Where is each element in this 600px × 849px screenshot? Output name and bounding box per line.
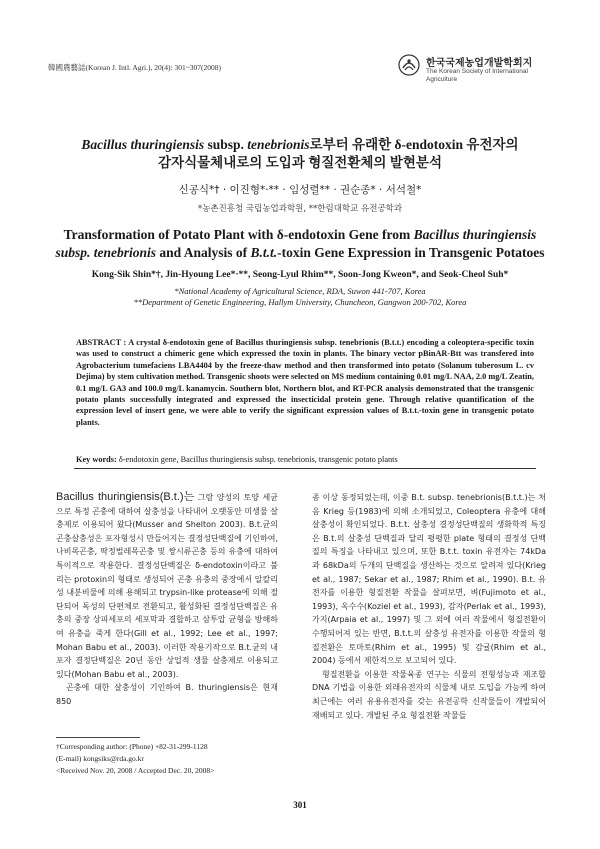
body-right-paragraph-2: 형질전환을 이용한 작물육종 연구는 식물의 전형성능과 재조합 DNA 기법을 이용한 외래유전자의 식물체 내로 도입을 가능케 하여 최근에는 여러 유용유전자를 갖는 유전공학 신작물들이 개발되어 재배되고 있다. 개발된 주요 형질전환 작물들 [312,669,546,720]
page-number: 301 [293,800,307,810]
footnote-email: (E-mail) kongsiks@rda.go.kr [56,754,144,763]
abstract [76,337,534,428]
english-affiliation-1: *National Academy of Agricultural Science, RDA, Suwon 441-707, Korea [174,286,426,296]
korean-title-line1: Bacillus thuringiensis subsp. tenebrionis로부터 유래한 δ-endotoxin 유전자의 [81,137,519,152]
keywords-label: Key words: [76,455,117,464]
english-title-line2: subsp. tenebrionis and Analysis of B.t.t.-toxin Gene Expression in Transgenic Potatoes [55,245,545,260]
body-column-right [312,491,546,722]
korean-affiliations: *농촌진흥청 국립농업과학원, **한림대학교 유전공학과 [197,204,403,214]
keywords [76,455,536,464]
footnote-received-dates: <Received Nov. 20, 2008 / Accepted Dec. 20, 2008> [56,766,215,775]
korean-authors: 신공식*† · 이진형*·** · 임성렬** · 권순종* · 서석철* [178,184,422,196]
body-left-paragraph-2: 곤충에 대한 살충성이 기인하여 B. thuringiensis은 현재 850 [56,683,278,706]
society-logo [398,52,558,96]
society-name-english-line2: Agriculture [426,76,458,83]
keywords-text: δ-endotoxin gene, Bacillus thuringiensis subsp. tenebrionis, transgenic potato plants [116,455,398,464]
society-name-korean: 한국국제농업개발학회지 [426,58,533,69]
society-name-english-line1: The Korean Society of International [426,68,528,75]
korean-title-line2: 감자식물체내로의 도입과 형질전환체의 발현분석 [158,155,442,170]
society-emblem-icon [398,54,420,76]
abstract-text: A crystal δ-endotoxin gene of Bacillus thuringiensis subsp. tenebrionis (B.t.t.) encoding a coleoptera-specific toxin was used to construct a chimeric gene which expressed the toxin in plants. The binary vector pBinAR-Btt was transfered into Agrobacterium tumefaciens LBA4404 by the freeze-thaw method and then transformed into potato (Solanum tuberosum L. cv Dejima) by stem cultivation method. Transgenic shoots were selected on MS medium containing 0.01 mg/L NAA, 2.0 mg/L Zeatin, 0.1 mg/L GA3 and 100.0 mg/L kanamycin. Southern blot, Northern blot, and RT-PCR analysis demonstrated that the transgenic potato plants successfully integrated and expressed the insecticidal protein gene. Through relative quantification of the expression level of insert gene, we were able to verify the significant expression values of B.t.t.-toxin gene in transgenic potato plants. [76,338,534,427]
body-left-paragraph-1: Bacillus thuringiensis(B.t.)는 그람 양성의 토양 세균으로 특정 곤충에 대하여 살충성을 나타내어 오랫동안 미생물 살충제로 이용되어 왔다(Musser and Shelton 2003). B.t.균의 곤충살충성은 포자형성시 만들어지는 결정성단백질에 기인하여, 나비목곤충, 딱정벌레목곤충 및 쌍시류곤충 등의 유충에 대하여 특이적으로 작용한다. 결정성단백질은 δ-endotoxin이라고 불리는 protoxin의 형태로 생성되어 곤충 유충의 중장에서 알칼리성 내분비물에 의해 용해되고 trypsin-like protease에 의해 절단되어 독성의 단편체로 전환되고, 활성화된 결정성단백질은 유충의 중장 상피세포의 세포막과 결합하고 삼투압 균형을 방해하여 유충을 죽게 한다(Gill et al., 1992; Lee et al., 1997; Mohan Babu et al., 2003). 이러한 작용기작으로 B.t.균의 내포자 결정단백질은 20년 동안 상업적 생물 살충제로 이용되고 있다(Mohan Babu et al., 2003). [56,491,278,679]
english-affiliation-2: **Department of Genetic Engineering, Hallym University, Chuncheon, Gangwon 200-702, Korea [133,297,467,307]
body-lead-phrase: Bacillus thuringiensis(B.t.)는 [56,491,195,503]
english-authors: Kong-Sik Shin*†, Jin-Hyoung Lee*·**, Seong-Lyul Rhim**, Soon-Jong Kweon*, and Seok-Cheol Suh* [91,270,509,280]
english-title-line1: Transformation of Potato Plant with δ-endotoxin Gene from Bacillus thuringiensis [63,227,537,242]
body-right-paragraph-1: 종 이상 동정되었는데, 이중 B.t. subsp. tenebrionis(B.t.t.)는 처음 Krieg 등(1983)에 의해 소개되었고, Coleoptera 유충에 대해 살충성이 확인되었다. B.t.t. 살충성 결정성단백질의 생화학적 특징은 B.t.의 살충성 단백질과 달리 평평한 plate 형태의 결정성 단백질의 특징을 나타내고 있으며, 또한 B.t.t. toxin 유전자는 74kDa과 68kDa의 두개의 단백질을 생산하는 것으로 알려져 있다(Krieg et al., 1987; Sekar et al., 1987; Rhim et al., 1990). B.t. 유전자를 이용한 형질전환 작물을 살펴보면, 벼(Fujimoto et al., 1993), 옥수수(Koziel et al., 1993), 감자(Perlak et al., 1993), 가지(Arpaia et al., 1997) 및 그 외에 여러 작물에서 형질전환이 수행되어져 있는 반면, B.t.t.의 살충성 유전자를 이용한 작물의 형질전환은 토마토(Rhim et al., 1995) 및 감귤(Rhim et al., 2004) 등에서 제한적으로 보고되어 있다. [312,493,546,666]
journal-citation: 韓國農藝誌(Korean J. Intl. Agri.), 20(4): 301~307(2008) [48,63,221,72]
footnote-divider [56,737,140,738]
footnote-corresponding-author: †Corresponding author: (Phone) +82-31-299-1128 [56,742,208,751]
keywords-divider [74,468,536,469]
abstract-label: ABSTRACT : [76,338,129,347]
body-column-left [56,491,278,709]
